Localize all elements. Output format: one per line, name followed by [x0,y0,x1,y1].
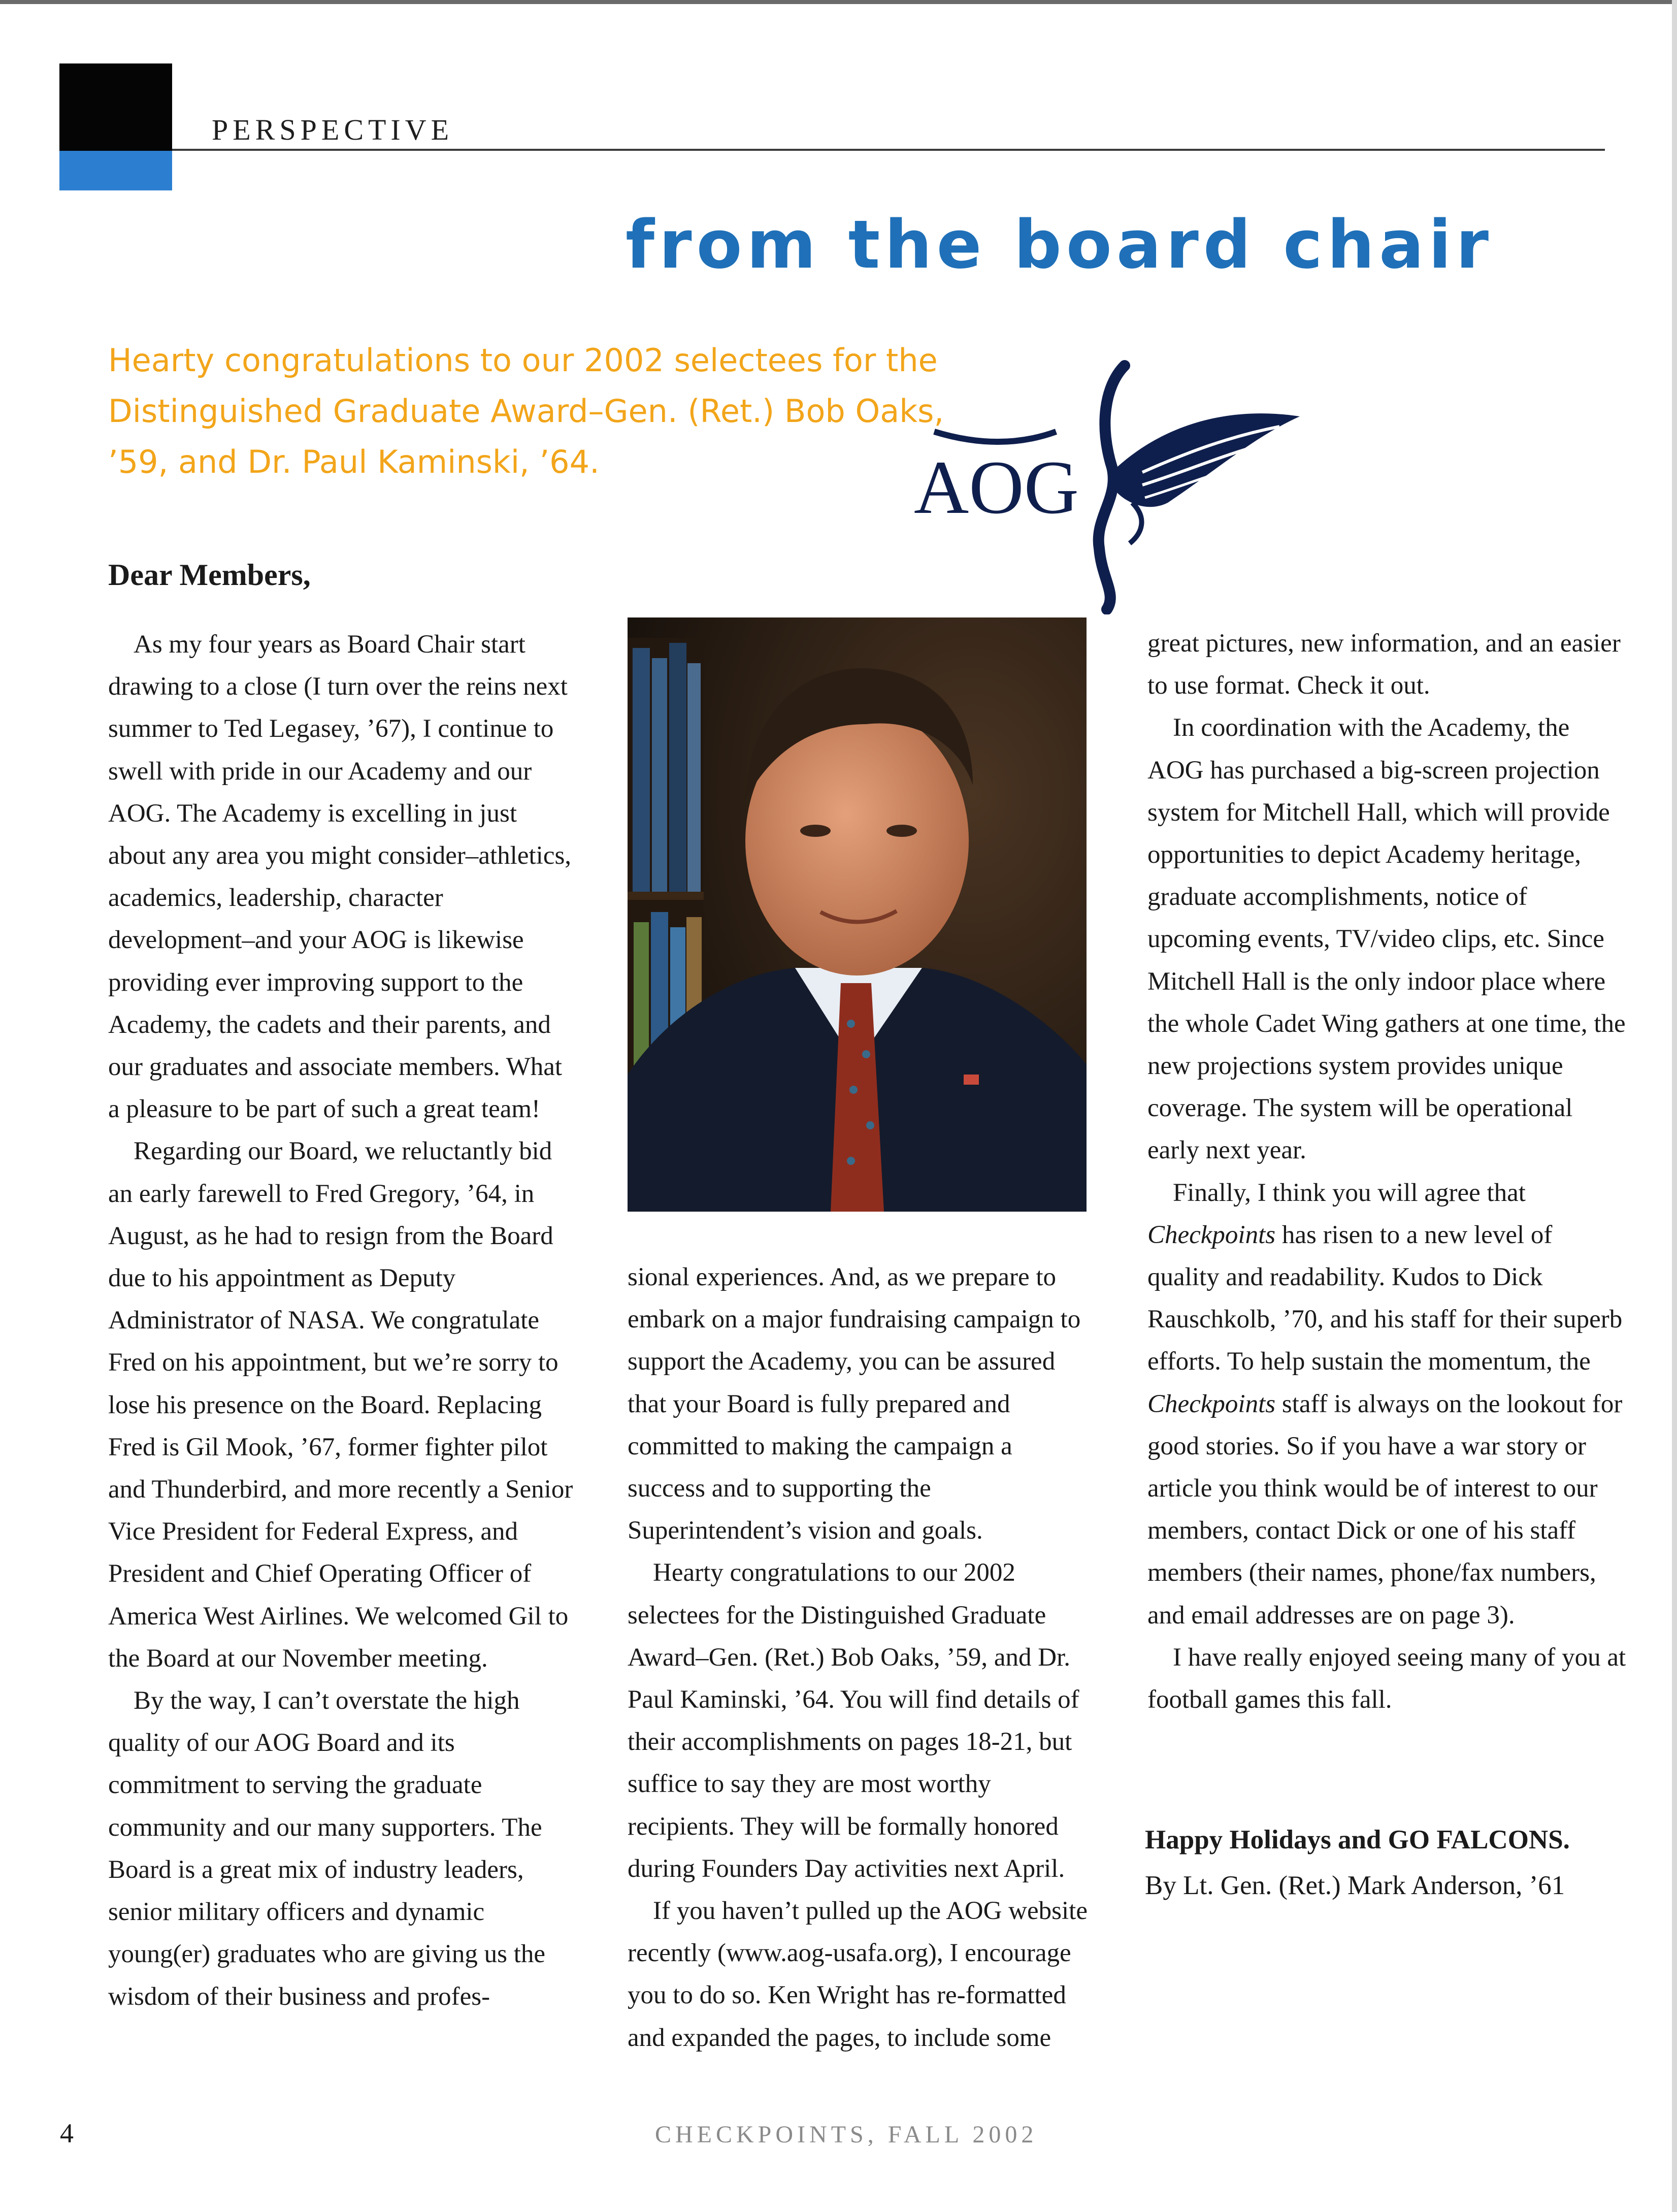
section-tab-blue [59,151,172,190]
page-top-edge [0,0,1677,4]
letter-column-1 [108,624,575,2018]
portrait-photo [628,617,1087,1212]
paragraph: sional experiences. And, as we prepare to embark on a major fundraising campaign to support the Academy, you can be assured that your Board is fully prepared and committed to making the campaign a success and to supporting the Superintendent’s vision and goals. [628,1263,1081,1545]
paragraph: great pictures, new information, and an easier to use format. Check it out. [1147,629,1621,700]
signature-block [1145,1817,1570,1908]
letter-column-2 [628,1256,1095,2059]
publication-name: Checkpoints [1147,1220,1276,1249]
paragraph: I have really enjoyed seeing many of you at football games this fall. [1147,1643,1626,1714]
page-side-edge [1672,0,1677,2212]
publication-name: Checkpoints [1147,1389,1276,1418]
paragraph: Finally, I think you will agree that Checkpoints has risen to a new level of quality and readability. Kudos to Dick Rauschkolb, ’70, and his staff for their superb efforts. To help sustain the momentum, the Checkpoints staff is always on the lookout for good stories. So if you have a war story or article you think would be of interest to our members, contact Dick or one of his staff members (their names, phone/fax numbers, and email addresses are on page 3). [1147,1178,1623,1630]
paragraph: As my four years as Board Chair start drawing to a close (I turn over the reins next summer to Ted Legasey, ’67), I continue to swell with pride in our Academy and our AOG. The Academy is excelling in just about any area you might consider–athletics, academics, leadership, character development–and your AOG is likewise providing ever improving support to the Academy, the cadets and their parents, and our graduates and associate members. What a pleasure to be part of such a great team! [108,630,572,1124]
closing-line: Happy Holidays and GO FALCONS. [1145,1825,1570,1855]
page-number: 4 [60,2118,74,2149]
aog-logo-arc [934,432,1056,442]
section-tab-black [59,63,172,151]
page-title: from the board chair [626,206,1494,283]
paragraph: If you haven’t pulled up the AOG website recently (www.aog-usafa.org), I encourage you to do so. Ken Wright has re-formatted and expanded the pages, to include some [628,1897,1088,2052]
letter-greeting: Dear Members, [108,558,311,592]
publication-footer: CHECKPOINTS, FALL 2002 [655,2121,1038,2148]
aog-logo [904,350,1310,614]
paragraph: Hearty congratulations to our 2002 selectees for the Distinguished Graduate Award–Gen. (Ret.) Bob Oaks, ’59, and Dr. Paul Kaminski, ’64. You will find details of their accomplishments on pages 18-21, but suffice to say they are most worthy recipients. They will be formally honored during Founders Day activities next April. [628,1558,1079,1883]
paragraph: In coordination with the Academy, the AOG has purchased a big-screen projection system for Mitchell Hall, which will provide opportunities to depict Academy heritage, graduate accomplishments, notice of upcoming events, TV/video clips, etc. Since Mitchell Hall is the only indoor place where the whole Cadet Wing gathers at one time, the new projections system provides unique coverage. The system will be operational early next year. [1147,713,1626,1165]
paragraph: Regarding our Board, we reluctantly bid an early farewell to Fred Gregory, ’64, in August, as he had to resign from the Board due to his appointment as Deputy Administrator of NASA. We congratulate Fred on his appointment, but we’re sorry to lose his presence on the Board. Replacing Fred is Gil Mook, ’67, former fighter pilot and Thunderbird, and more recently a Senior Vice President for Federal Express, and President and Chief Operating Officer of America West Airlines. We welcomed Gil to the Board at our November meeting. [108,1137,573,1673]
header-rule [172,149,1605,151]
section-label: PERSPECTIVE [212,113,454,146]
paragraph: By the way, I can’t overstate the high quality of our AOG Board and its commitment to serving the graduate community and our many supporters. The Board is a great mix of industry leaders, senior military officers and dynamic young(er) graduates who are giving us the wisdom of their business and profes- [108,1686,546,2011]
pull-quote: Hearty congratulations to our 2002 selectees for the Distinguished Graduate Award–Gen. (Ret.) Bob Oaks, ’59, and Dr. Paul Kaminski, ’64. [108,342,944,480]
letter-column-3 [1147,623,1630,1721]
signature: By Lt. Gen. (Ret.) Mark Anderson, ’61 [1145,1871,1565,1900]
aog-logo-text: AOG [914,445,1079,530]
